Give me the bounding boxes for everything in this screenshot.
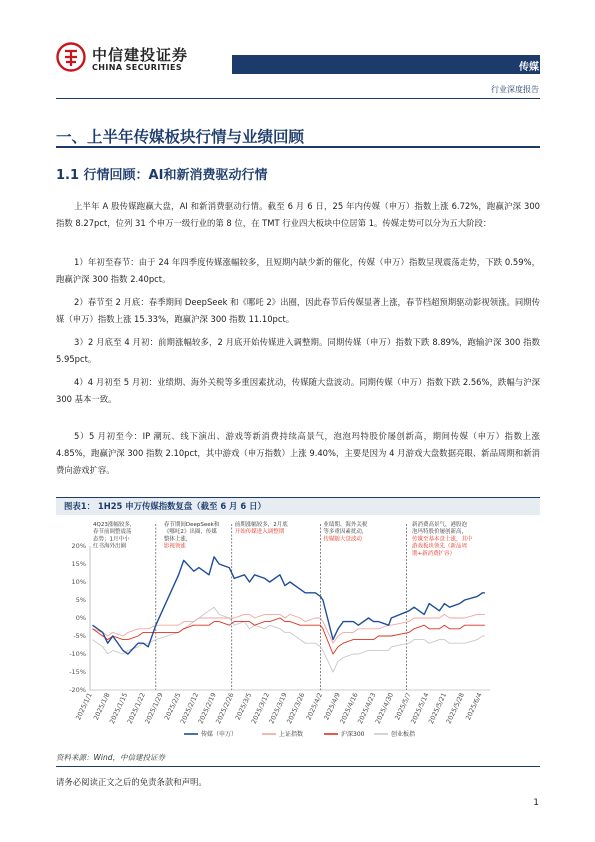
section-divider: [56, 146, 540, 148]
period-annotation-text: 《哪吒2》出圈，传媒: [163, 529, 217, 536]
x-tick-label: 2025/2/12: [178, 691, 201, 726]
period-annotation-text: 春节期间DeepSeek和: [163, 522, 220, 528]
period-annotation-text: 态势；1月中小: [93, 536, 130, 543]
period-annotation-text: 泡玛特股价屡创新高，: [411, 529, 468, 536]
body-paragraph: 4）4 月初至 5 月初：业绩期、海外关税等多重因素扰动，传媒随大盘波动。同期传媒（申万）指数下跌 2.56%，跌幅与沪深 300 基本一致。: [56, 377, 540, 404]
y-tick-label: -10%: [69, 650, 86, 659]
subsection-title: 1.1 行情回顾：AI和新消费驱动行情: [56, 168, 268, 183]
y-tick-label: 20%: [71, 542, 86, 551]
x-tick-label: 2025/1/15: [107, 691, 130, 726]
x-tick-label: 2025/4/16: [338, 691, 360, 726]
company-name-cn: 中信建投证券: [92, 46, 189, 64]
legend-label: 上证指数: [279, 731, 304, 739]
y-tick-label: -20%: [69, 686, 86, 695]
media-index-line-chart: [56, 516, 540, 746]
series-line-0: [93, 557, 485, 654]
x-tick-label: 2025/2/5: [162, 691, 183, 722]
period-annotation-text: 传媒随大盘波动: [323, 536, 362, 543]
x-tick-label: 2025/2/19: [196, 691, 218, 726]
x-tick-label: 2025/3/12: [249, 691, 272, 726]
x-tick-label: 2025/4/30: [373, 691, 396, 726]
x-tick-label: 2025/5/21: [426, 691, 449, 726]
y-tick-label: 10%: [71, 578, 86, 587]
x-tick-label: 2025/3/19: [267, 691, 289, 726]
x-tick-label: 2025/1/1: [74, 691, 94, 722]
industry-tag: 传媒: [519, 62, 539, 73]
period-annotation-text: 等多重因素扰动，: [323, 529, 368, 536]
x-tick-label: 2025/2/26: [214, 691, 236, 726]
disclaimer: 请务必阅读正文之后的免责条款和声明。: [56, 777, 207, 787]
x-tick-label: 2025/1/8: [91, 691, 112, 722]
period-annotation-text: 前期涨幅较多，2月底: [234, 522, 288, 528]
x-tick-label: 2025/5/28: [444, 691, 466, 726]
header-bar: [232, 55, 540, 74]
period-annotation-text: 影视领涨: [163, 543, 186, 550]
legend-label: 沪深300: [341, 731, 365, 739]
legend-label: 创业板指: [391, 731, 416, 739]
y-tick-label: -5%: [73, 632, 86, 641]
x-tick-label: 2025/6/4: [464, 691, 484, 722]
x-tick-label: 2025/1/22: [125, 691, 147, 726]
y-tick-label: -15%: [69, 668, 86, 677]
y-tick-label: 5%: [75, 596, 86, 605]
x-tick-label: 2025/3/26: [285, 691, 307, 726]
x-tick-label: 2025/5/14: [409, 691, 431, 726]
period-annotation-text: 春节前调整震荡: [93, 529, 132, 536]
legend-label: 传媒（申万）: [201, 731, 238, 739]
company-name-en: CHINA SECURITIES: [92, 63, 183, 72]
page-number: 1: [533, 798, 539, 808]
x-tick-label: 2025/4/2: [304, 691, 325, 722]
period-annotation-text: 4Q23涨幅较多，: [93, 522, 136, 528]
x-tick-label: 2025/4/23: [356, 691, 378, 726]
period-annotation-text: 业绩期、海外关税: [323, 522, 368, 528]
figure-source: 资料来源：Wind，中信建投证券: [56, 753, 166, 762]
x-tick-label: 2025/1/29: [143, 691, 165, 726]
body-paragraph: 上半年 A 股传媒跑赢大盘，AI 和新消费驱动行情。截至 6 月 6 日，25 年内传媒（申万）指数上涨 6.72%，跑赢沪深 300 指数 8.27pct，位列 31 个申万一级行业的第 8 位，在 TMT 行业四大板块中位居第 1。传媒走势可以分为五大阶段：: [56, 201, 540, 228]
period-annotation-text: 整体上涨，: [163, 536, 192, 543]
y-tick-label: 0%: [75, 614, 86, 623]
china-securities-logo-icon: [56, 42, 86, 72]
y-tick-label: 15%: [71, 560, 86, 569]
period-annotation-text: 期+新消费扩容）: [411, 550, 456, 557]
header-divider: [56, 98, 540, 99]
period-annotation-text: 红书海外出圈: [93, 543, 127, 550]
body-paragraph: 2）春节至 2 月底：春季期间 DeepSeek 和《哪吒 2》出圈，因此春节后传媒显著上涨，春节档超预期驱动影视领涨。同期传媒（申万）指数上涨 15.33%，跑赢沪深 300 指数 11.10pct。: [56, 297, 540, 324]
body-paragraph: 3）2 月底至 4 月初：前期涨幅较多，2 月底开始传媒进入调整期。同期传媒（申万）指数下跌 8.89%，跑输沪深 300 指数 5.95pct。: [56, 337, 540, 364]
body-paragraph: 5）5 月初至今：IP 潮玩、线下演出、游戏等新消费持续高景气，泡泡玛特股价屡创新高，期间传媒（申万）指数上涨 4.85%，跑赢沪深 300 指数 2.10pct，其中游戏（申万指数）上涨 9.40%，主要是因为 4 月游戏大盘数据亮眼、新品周期和新消费向游戏扩容。: [56, 431, 540, 475]
section-title: 一、上半年传媒板块行情与业绩回顾: [56, 128, 305, 146]
report-type: 行业深度报告: [491, 85, 539, 94]
footer-divider: [56, 766, 540, 767]
period-annotation-text: 开始传媒进入调整期: [234, 529, 285, 536]
x-tick-label: 2025/5/7: [393, 691, 413, 722]
x-tick-label: 2025/3/5: [233, 691, 254, 722]
x-tick-label: 2025/4/9: [322, 691, 342, 722]
period-annotation-text: 新消费高景气，港股泡: [411, 522, 468, 528]
body-paragraph: 1）年初至春节：由于 24 年四季度传媒涨幅较多，且短期内缺少新的催化，传媒（申万）指数呈现震荡走势，下跌 0.59%，跑赢沪深 300 指数 2.40pct。: [56, 257, 540, 284]
period-annotation-text: 传媒至基本盘上涨，其中: [411, 536, 473, 543]
period-annotation-text: 游戏板块领先（新品周: [411, 543, 468, 550]
figure-title: 图表1： 1H25 申万传媒指数复盘（截至 6 月 6 日）: [64, 501, 266, 511]
